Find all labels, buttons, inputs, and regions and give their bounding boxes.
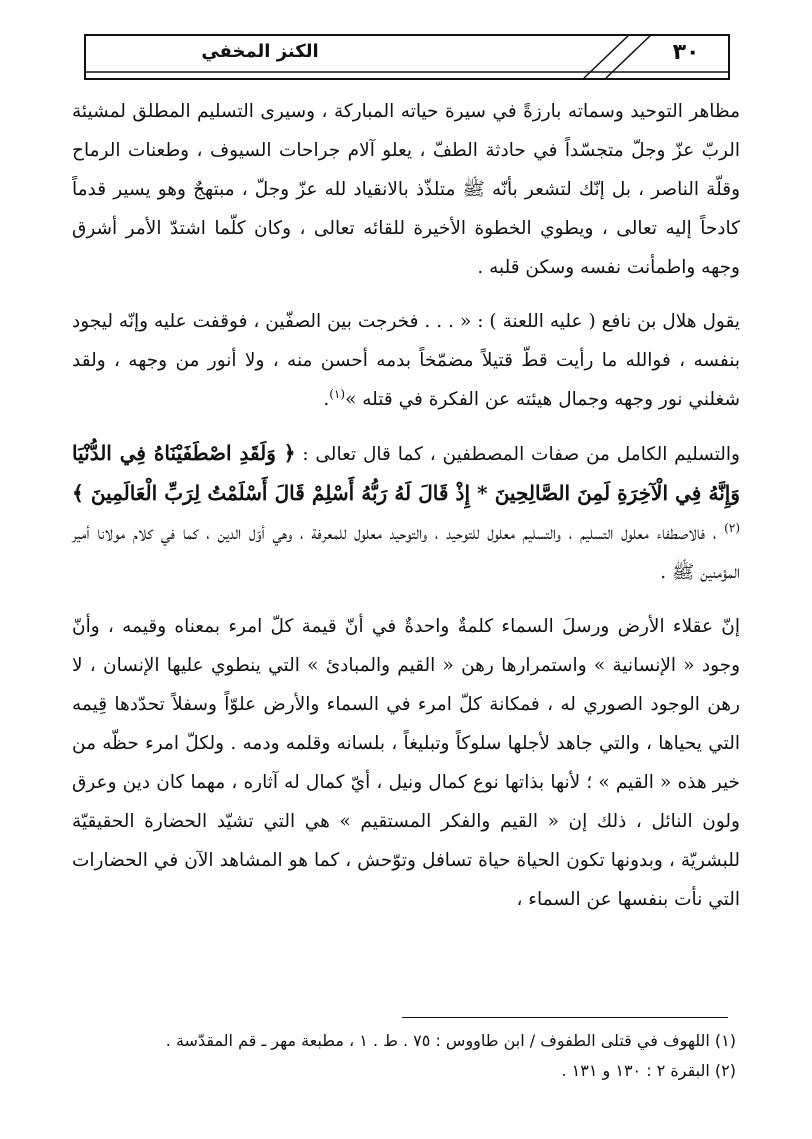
paragraph: يقول هلال بن نافع ( عليه اللعنة ) : « . . . فخرجت بين الصفّين ، فوقفت عليه وإنّه ليجود بنفسه ، فوالله ما رأيت قطّ قتيلاً مضمّخاً بدمه أحسن منه ، ولا أنور من وجهه ، ولقد شغلني نور وجهه وجمال هيئته عن الفكرة في قتله »$^{(١)}$.: [72, 311, 740, 410]
footnote-ref: (١): [329, 386, 346, 401]
page-number: ٣٠: [672, 40, 700, 65]
footnote-divider: [402, 1017, 728, 1018]
page-header: [84, 34, 730, 80]
footnote-ref: (٢): [724, 520, 740, 535]
footnotes: [72, 1026, 736, 1086]
main-text: [72, 92, 740, 934]
book-title: الكنز المخفي: [201, 41, 319, 62]
paragraph: [72, 434, 740, 592]
paragraph-text: ، فالاصطفاء معلول التسليم ، والتسليم معلول للتوحيد ، والتوحيد معلول للمعرفة ، وهي أوّل الدين ، كما في كلام مولانا أمير المؤمنين ﷺ .: [72, 523, 740, 583]
footnote: (١) اللهوف في قتلى الطفوف / ابن طاووس : ٧٥ . ط . ١ ، مطبعة مهر ـ قم المقدّسة .: [165, 1031, 736, 1050]
paragraph-text: يقول هلال بن نافع ( عليه اللعنة ) : « . . . فخرجت بين الصفّين ، فوقفت عليه وإنّه ليجود بنفسه ، فوالله ما رأيت قطّ قتيلاً مضمّخاً بدمه أحسن منه ، ولا أنور من وجهه ، ولقد شغلني نور وجهه وجمال هيئته عن الفكرة في قتله »: [72, 311, 740, 410]
paragraph: إنّ عقلاء الأرض ورسلَ السماء كلمةٌ واحدةٌ في أنّ قيمة كلّ امرء بمعناه وقيمه ، وأنّ وجود « الإنسانية » واستمرارها رهن « القيم والمبادئ » التي ينطوي عليها الإنسان ، لا رهن الوجود الصوري له ، فمكانة كلّ امرء في السماء والأرض علوّاً وسفلاً تحدّدها قِيمه التي يحياها ، والتي جاهد لأجلها سلوكاً وتبليغاً ، بلسانه وقلمه ودمه . ولكلّ امرء حظّه من خير هذه « القيم » ؛ لأنها بذاتها نوع كمال ونيل ، أيّ كمال له آثاره ، مهما كان دين وعرق ولون النائل ، ذلك إن « القيم والفكر المستقيم » هي التي تشيّد الحضارة الحقيقيّة للبشريّة ، وبدونها تكون الحياة حياة تسافل وتوّحش ، كما هو المشاهد الآن في الحضارات التي نأت بنفسها عن السماء ،: [72, 616, 740, 910]
quran-verse: ﴿ وَلَقَدِ اصْطَفَيْنَاهُ فِي الدُّنْيَا وَإِنَّهُ فِي الْآخِرَةِ لَمِنَ الصَّالِحِينَ * إِذْ قَالَ لَهُ رَبُّهُ أَسْلِمْ قَالَ أَسْلَمْتُ لِرَبِّ الْعَالَمِينَ ﴾: [72, 441, 740, 505]
paragraph-text: والتسليم الكامل من صفات المصطفين ، كما قال تعالى :: [302, 444, 740, 465]
footnote: (٢) البقرة ٢ : ١٣٠ و ١٣١ .: [561, 1061, 736, 1080]
paragraph: مظاهر التوحيد وسماته بارزةً في سيرة حياته المباركة ، وسيرى التسليم المطلق لمشيئة الربّ عزّ وجلّ متجسّداً في حادثة الطفّ ، يعلو آلام جراحات السيوف ، وطعنات الرماح وقلّة الناصر ، بل إنّك لتشعر بأنّه ﷺ متلذّذ بالانقياد لله عزّ وجلّ ، مبتهجٌ وهو يسير قدماً كادحاً إليه تعالى ، ويطوي الخطوة الأخيرة للقائه تعالى ، وكان كلّما اشتدّ الأمر أشرق وجهه واطمأنت نفسه وسكن قلبه .: [72, 101, 740, 278]
